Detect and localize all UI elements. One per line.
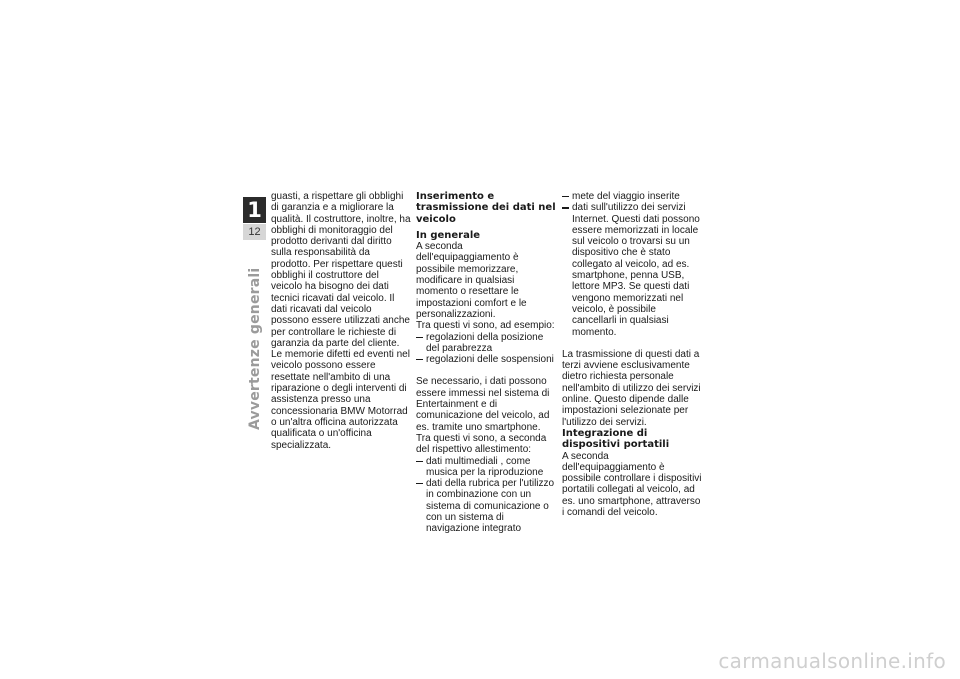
chapter-title-vertical: Avvertenze generali: [247, 267, 263, 430]
bullet-list: [562, 191, 702, 338]
list-item: dati sull'utilizzo dei servizi Internet. Questi dati possono essere memorizzati in locale sul veicolo o trovarsi su un dispositivo che è stato collegato al veicolo, ad es. smartphone, penna USB, lettore MP3. Se questi dati vengono memorizzati nel veicolo, è possibile cancellarli in qualsiasi momento.: [562, 202, 702, 338]
paragraph: Le memorie difetti ed eventi nel veicolo possono essere resettate nell'ambito di una riparazione o degli interventi di assistenza presso una concessionaria BMW Motorrad o un'altra officina autorizzata qualificata o un'officina specializzata.: [271, 349, 410, 451]
paragraph: A seconda dell'equipaggiamento è possibile memorizzare, modificare in qualsiasi momento o resettare le impostazioni comfort e le personalizzazioni.: [416, 241, 527, 320]
bullet-list: [416, 456, 556, 535]
text-column-3: [562, 191, 702, 518]
chapter-number: 1: [243, 197, 266, 223]
section-heading: Integrazione di dispositivi portatili: [562, 427, 670, 451]
list-item: regolazioni delle sospensioni: [416, 354, 556, 365]
paragraph: Se necessario, i dati possono essere immessi nel sistema di Entertainment e di comunicazione del veicolo, ad es. tramite uno smartphone.: [416, 376, 550, 433]
list-item: mete del viaggio inserite: [562, 191, 702, 202]
paragraph: Tra questi vi sono, a seconda del rispettivo allestimento:: [416, 432, 547, 456]
section-heading: Inserimento e trasmissione dei dati nel veicolo: [416, 191, 556, 225]
list-item: dati multimediali , come musica per la riproduzione: [416, 456, 556, 479]
paragraph: Tra questi vi sono, ad esempio:: [416, 320, 555, 332]
watermark: carmanualsonline.info: [718, 649, 946, 673]
subsection-heading: In generale: [416, 229, 481, 241]
page-number: 12: [243, 224, 266, 240]
paragraph: A seconda dell'equipaggiamento è possibile controllare i dispositivi portatili collegati al veicolo, ad es. uno smartphone, attraverso i comandi del veicolo.: [562, 450, 702, 519]
list-item: dati della rubrica per l'utilizzo in combinazione con un sistema di comunicazione o con un sistema di navigazione integrato: [416, 478, 556, 534]
list-item: regolazioni della posizione del parabrezza: [416, 332, 556, 355]
paragraph: guasti, a rispettare gli obblighi di garanzia e a migliorare la qualità. Il costruttore, inoltre, ha obblighi di monitoraggio del prodotto derivanti dal diritto sulla responsabilità da prodotto. Per rispettare questi obblighi il costruttore del veicolo ha bisogno dei dati tecnici ricavati dal veicolo. Il dati ricavati dal veicolo possono essere utilizzati anche per controllare le richieste di garanzia da parte del cliente.: [271, 191, 411, 349]
paragraph: La trasmissione di questi dati a terzi avviene esclusivamente dietro richiesta personale nell'ambito di utilizzo dei servizi online. Questo dipende dalle impostazioni selezionate per l'utilizzo dei servizi.: [562, 348, 701, 428]
text-column-2: [416, 191, 556, 535]
bullet-list: [416, 332, 556, 366]
text-column-1: [271, 191, 411, 451]
